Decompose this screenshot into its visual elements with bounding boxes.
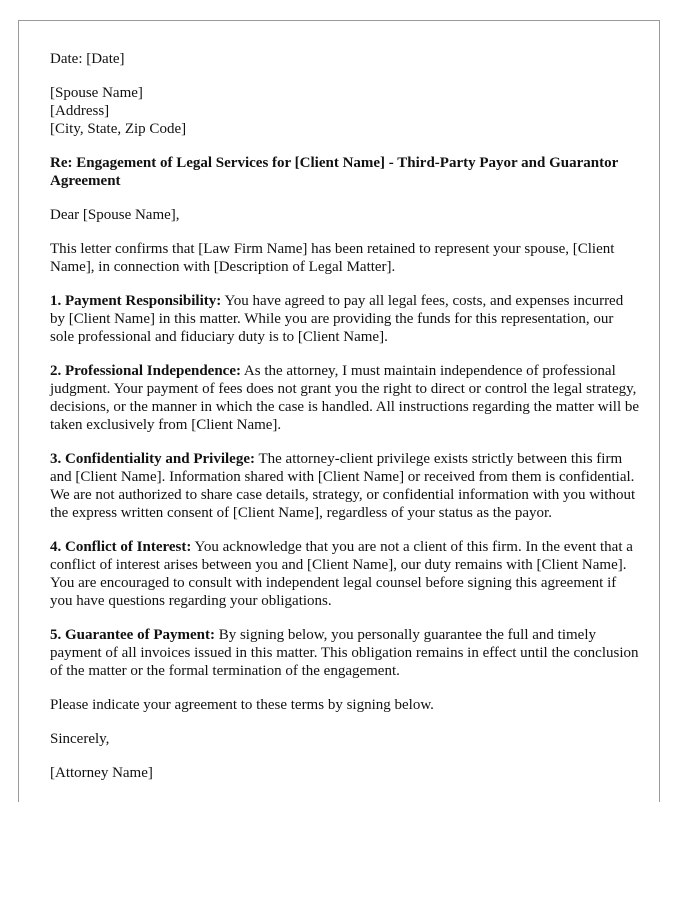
section-text: As the attorney, I must maintain independence of professional judgment. Your payment of fees does not grant you the right to direct or control the legal strategy, decisions, or the manner in which the case is handled. All instructions regarding the matter will be taken exclusively from [Client Name].: [50, 363, 640, 433]
section-text: By signing below, you personally guarantee the full and timely payment of all invoices issued in this matter. This obligation remains in effect until the conclusion of the matter or the formal termination of the engagement.: [50, 627, 639, 679]
section-text: The attorney-client privilege exists strictly between this firm and [Client Name]. Information shared with [Client Name] or received from them is confidential. We are not authorized to share case details, strategy, or confidential information with you without the express written consent of [Client Name], regardless of your status as the payor.: [50, 451, 636, 521]
section-confidentiality: [50, 450, 640, 522]
section-payment-responsibility: [50, 292, 640, 346]
letter-body: [50, 50, 640, 798]
section-heading: 2. Professional Independence:: [50, 363, 241, 379]
signoff: Sincerely,: [50, 731, 110, 747]
recipient-city: [City, State, Zip Code]: [50, 121, 187, 137]
intro-paragraph: This letter confirms that [Law Firm Name] has been retained to represent your spouse, [Client Name], in connection with [Description of Legal Matter].: [50, 241, 615, 275]
section-text: You acknowledge that you are not a client of this firm. In the event that a conflict of interest arises between you and [Client Name], our duty remains with [Client Name]. You are encouraged to consult with independent legal counsel before signing this agreement if you have questions regarding your obligations.: [50, 539, 633, 609]
recipient-address: [50, 84, 640, 138]
section-guarantee-of-payment: [50, 626, 640, 680]
recipient-street: [Address]: [50, 103, 110, 119]
section-professional-independence: [50, 362, 640, 434]
recipient-name: [Spouse Name]: [50, 85, 143, 101]
letter-date: Date: [Date]: [50, 51, 125, 67]
section-heading: 3. Confidentiality and Privilege:: [50, 451, 255, 467]
section-heading: 4. Conflict of Interest:: [50, 539, 192, 555]
section-heading: 1. Payment Responsibility:: [50, 293, 222, 309]
letter-page: [18, 20, 660, 802]
closing-request: Please indicate your agreement to these terms by signing below.: [50, 697, 434, 713]
section-heading: 5. Guarantee of Payment:: [50, 627, 215, 643]
section-text: You have agreed to pay all legal fees, costs, and expenses incurred by [Client Name] in this matter. While you are providing the funds for this representation, our sole professional and fiduciary duty is to [Client Name].: [50, 293, 624, 345]
signature-name: [Attorney Name]: [50, 765, 153, 781]
letter-subject: Re: Engagement of Legal Services for [Client Name] - Third-Party Payor and Guarantor Agreement: [50, 155, 618, 189]
salutation: Dear [Spouse Name],: [50, 207, 180, 223]
section-conflict-of-interest: [50, 538, 640, 610]
